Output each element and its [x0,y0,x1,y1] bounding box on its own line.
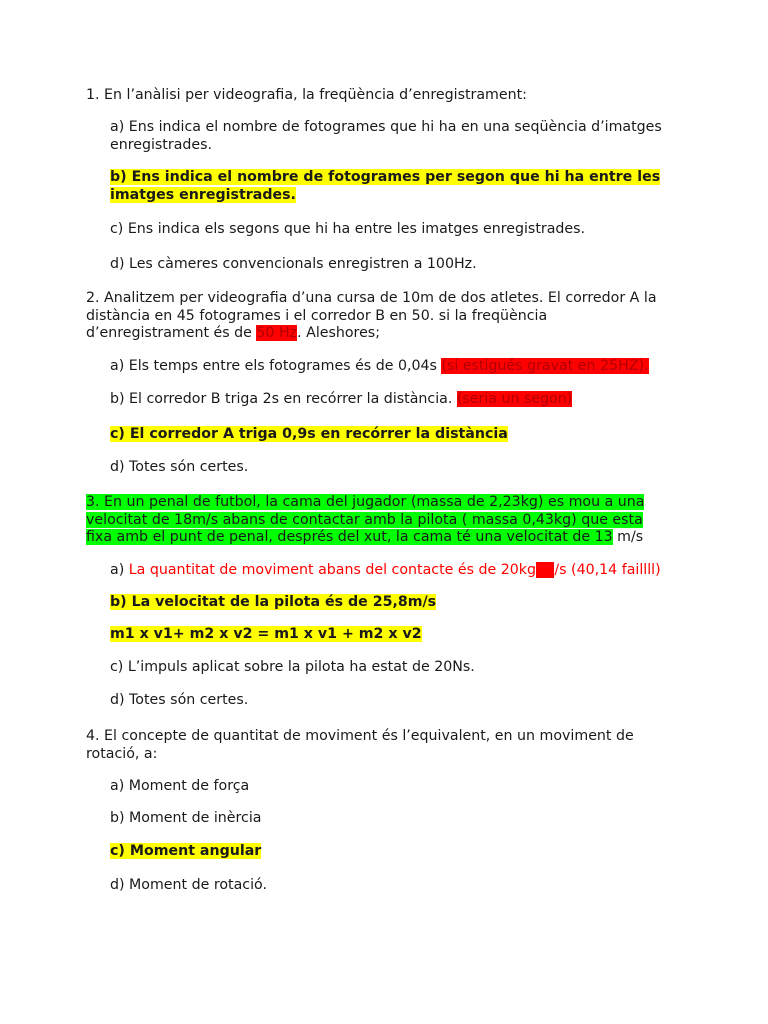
q3-option-c-text: c) L’impuls aplicat sobre la pilota ha estat de 20Ns. [110,659,475,675]
q2-option-d [110,459,666,477]
q2-option-a-text: a) Els temps entre els fotogrames és de 0,04s [110,358,442,374]
q3-option-a [110,562,666,580]
q1-option-d-text: d) Les càmeres convencionals enregistren a 100Hz. [110,256,477,272]
q3-option-b-text: b) La velocitat de la pilota és de 25,8m/s [110,594,437,610]
q3-question-tail: m/s [612,529,644,545]
q4-option-b-text: b) Moment de inèrcia [110,810,262,826]
q3-option-b [110,594,666,612]
q2-frequency-highlight: 50 Hz [256,325,298,341]
q3-option-a-text: La quantitat de moviment abans del contacte és de 20kg [124,562,537,578]
q3-option-a-unit-mark: ·m [536,562,555,578]
q3-formula-text: m1 x v1+ m2 x v2 = m1 x v1 + m2 x v2 [110,626,422,642]
q1-option-c [110,221,666,239]
q4-option-c [110,843,666,861]
q4-question-text: 4. El concepte de quantitat de moviment és l’equivalent, en un moviment de rotació, a: [86,728,634,762]
q2-question-text: 2. Analitzem per videografia d’una cursa de 10m de dos atletes. El corredor A la distància en 45 fotogrames i el corredor B en 50. si la freqüència d’enregistrament és de [86,290,657,341]
q3-option-c [110,659,666,677]
q3-question [86,494,666,547]
q2-option-a-note: (si estigués gravat en 25HZ). [441,358,649,374]
q1-option-a-text: a) Ens indica el nombre de fotogrames que hi ha en una seqüència d’imatges enregistrades. [110,119,662,153]
q3-formula [110,626,666,644]
q1-option-d [110,256,666,274]
q1-option-b [110,169,666,204]
q4-option-c-text: c) Moment angular [110,843,262,859]
q4-option-a [110,778,666,796]
q3-option-d [110,692,666,710]
q4-option-d [110,877,666,895]
q2-option-b-text: b) El corredor B triga 2s en recórrer la distància. [110,391,457,407]
q2-option-c-text: c) El corredor A triga 0,9s en recórrer la distància [110,426,508,442]
q3-option-d-text: d) Totes són certes. [110,692,249,708]
q3-option-a-tail: /s (40,14 faillll) [554,562,661,578]
q2-option-d-text: d) Totes són certes. [110,459,249,475]
q1-question [86,87,666,105]
q4-option-b [110,810,666,828]
q1-question-text: 1. En l’anàlisi per videografia, la freqüència d’enregistrament: [86,87,527,103]
q1-option-b-text: b) Ens indica el nombre de fotogrames per segon que hi ha entre les imatges enregistrades. [110,169,661,203]
q1-option-a [110,119,666,154]
q2-question-tail: . Aleshores; [297,325,380,341]
q2-question [86,290,666,343]
q1-option-c-text: c) Ens indica els segons que hi ha entre les imatges enregistrades. [110,221,586,237]
q2-option-c [110,426,666,444]
q4-question [86,728,666,763]
q4-option-a-text: a) Moment de força [110,778,250,794]
q3-option-a-prefix: a) [110,562,125,578]
q3-question-highlighted: 3. En un penal de futbol, la cama del jugador (massa de 2,23kg) es mou a una velocitat de 18m/s abans de contactar amb la pilota ( massa 0,43kg) que esta fixa amb el punt de penal, després del xut, la cama té una velocitat de 13 [86,494,645,545]
q2-option-a [110,358,666,376]
q2-option-b-note: (seria un segon) [456,391,573,407]
q4-option-d-text: d) Moment de rotació. [110,877,267,893]
q2-option-b [110,391,666,409]
